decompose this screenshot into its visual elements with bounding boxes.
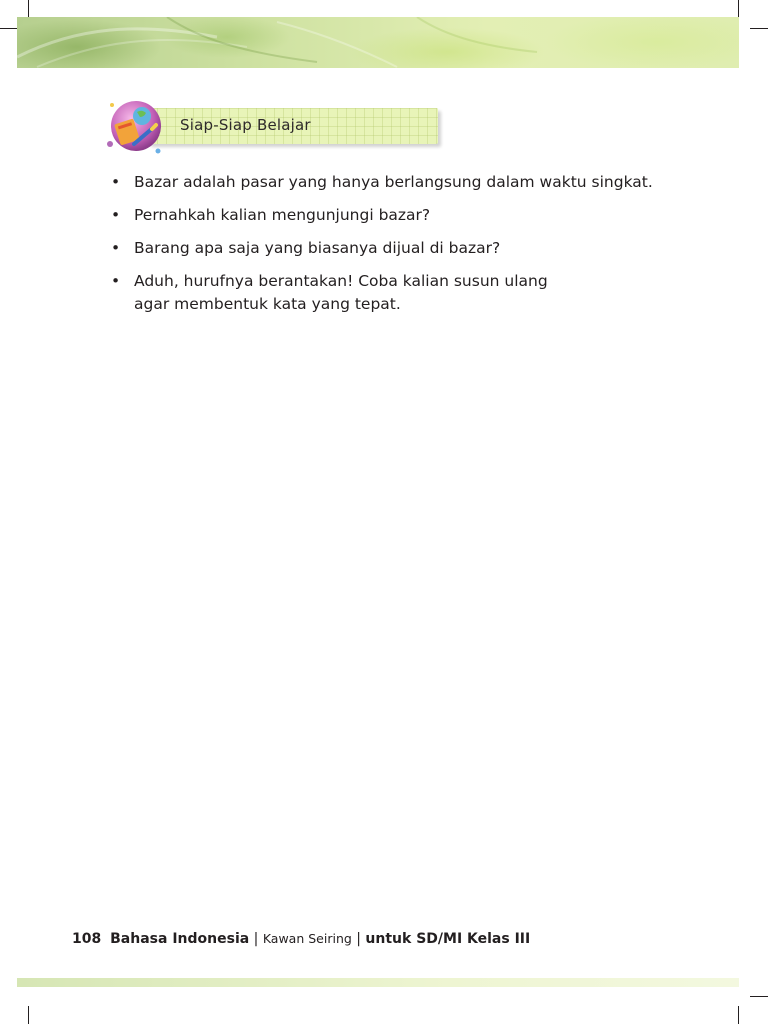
separator: | xyxy=(253,931,259,947)
audience-label: untuk SD/MI Kelas III xyxy=(365,931,531,947)
book-title: Bahasa Indonesia xyxy=(110,931,250,947)
study-icon xyxy=(104,99,166,155)
crop-mark xyxy=(28,1006,29,1024)
crop-mark xyxy=(738,0,739,17)
crop-mark xyxy=(750,996,768,997)
page-footer xyxy=(72,931,530,947)
crop-mark xyxy=(738,1006,739,1024)
series-name: Kawan Seiring xyxy=(262,931,352,946)
page-number: 108 xyxy=(72,931,102,947)
section-title: Siap-Siap Belajar xyxy=(180,116,311,134)
list-item xyxy=(108,270,668,316)
crop-mark xyxy=(28,0,29,17)
footer-banner xyxy=(17,978,739,987)
bullet-text: Bazar adalah pasar yang hanya berlangsung dalam waktu singkat. xyxy=(134,173,653,191)
separator: | xyxy=(356,931,361,947)
list-item xyxy=(108,171,668,194)
header-banner xyxy=(17,17,739,68)
bullet-icon: • xyxy=(111,206,121,224)
section-heading xyxy=(104,99,444,155)
bullet-text-line: Aduh, hurufnya berantakan! Coba kalian susun ulang xyxy=(134,272,548,290)
list-item xyxy=(108,237,668,260)
grass-pattern xyxy=(17,17,739,68)
bullet-list xyxy=(108,171,668,326)
bullet-text: Pernahkah kalian mengunjungi bazar? xyxy=(134,206,431,224)
list-item xyxy=(108,204,668,227)
bullet-icon: • xyxy=(111,173,121,191)
bullet-icon: • xyxy=(111,239,121,257)
crop-mark xyxy=(750,28,768,29)
bullet-icon: • xyxy=(111,272,121,290)
bullet-text-line: agar membentuk kata yang tepat. xyxy=(134,295,401,313)
crop-mark xyxy=(0,28,17,29)
bullet-text: Barang apa saja yang biasanya dijual di bazar? xyxy=(134,239,501,257)
